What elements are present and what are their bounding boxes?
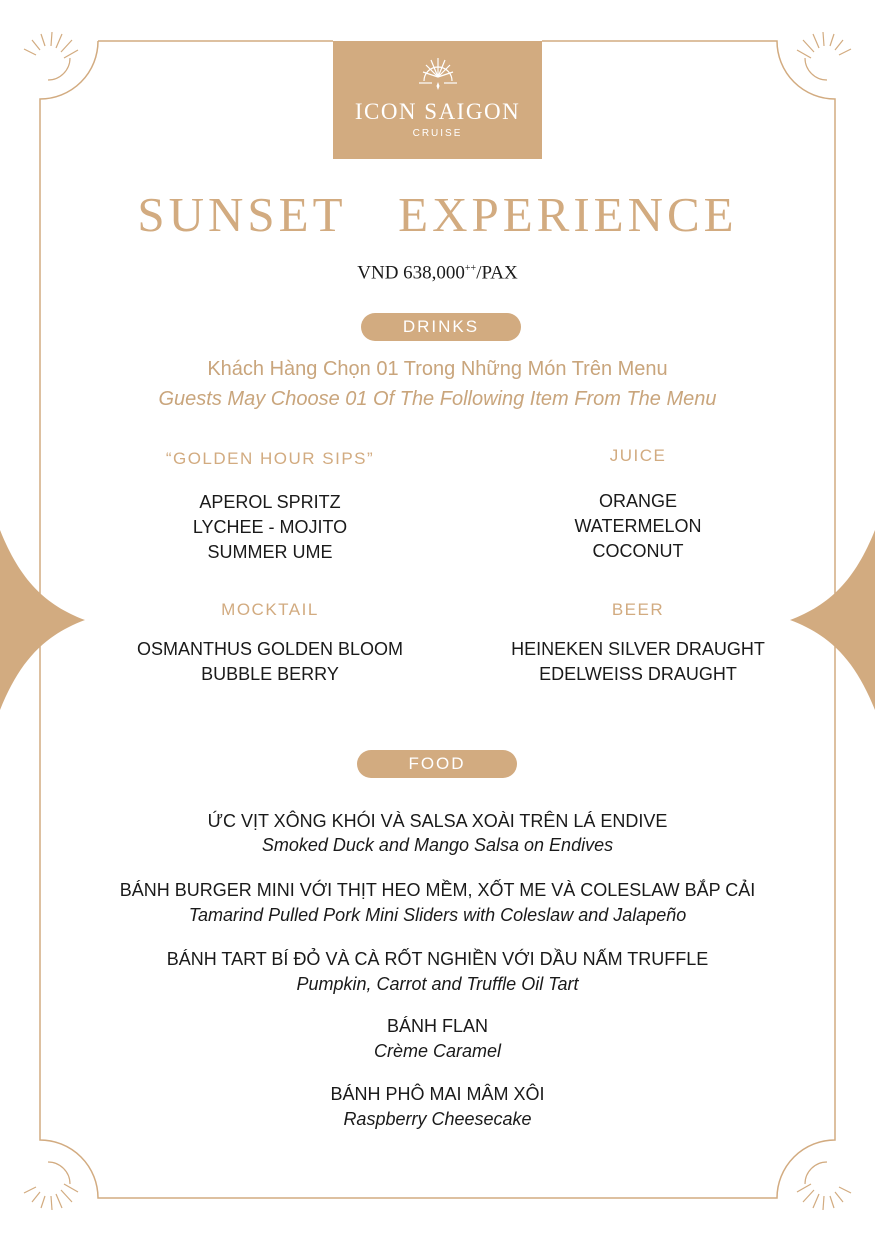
price-unit: /PAX	[476, 262, 518, 284]
category-mocktail: MOCKTAIL	[221, 600, 319, 619]
brand-logo	[333, 41, 542, 159]
food-item-en: Tamarind Pulled Pork Mini Sliders with Coleslaw and Jalapeño	[188, 905, 687, 925]
drink-item: APEROL SPRITZ	[199, 492, 341, 512]
food-item-vi: ỨC VỊT XÔNG KHÓI VÀ SALSA XOÀI TRÊN LÁ ENDIVE	[207, 811, 668, 831]
left-side-ornament	[0, 530, 85, 710]
brand-name: ICON SAIGON	[354, 99, 521, 124]
drinks-note-en: Guests May Choose 01 Of The Following Item From The Menu	[158, 388, 717, 410]
drink-item: EDELWEISS DRAUGHT	[539, 664, 737, 684]
food-item-en: Pumpkin, Carrot and Truffle Oil Tart	[296, 974, 579, 994]
food-item-en: Raspberry Cheesecake	[343, 1109, 532, 1129]
food-item-vi: BÁNH FLAN	[386, 1016, 489, 1036]
price-amount: VND 638,000	[357, 262, 465, 284]
drink-item: ORANGE	[598, 491, 677, 511]
drink-item: OSMANTHUS GOLDEN BLOOM	[136, 639, 404, 659]
food-item-vi: BÁNH BURGER MINI VỚI THỊT HEO MỀM, XỐT ME VÀ COLESLAW BẮP CẢI	[119, 880, 756, 900]
price-superscript: ++	[464, 263, 477, 274]
drink-item: COCONUT	[592, 541, 684, 561]
sunburst-icon	[419, 55, 457, 93]
food-pill: FOOD	[357, 750, 517, 778]
brand-sub: CRUISE	[412, 128, 463, 139]
food-item-vi: BÁNH PHÔ MAI MÂM XÔI	[330, 1084, 545, 1104]
category-beer: BEER	[611, 600, 665, 619]
food-item-en: Crème Caramel	[373, 1041, 502, 1061]
food-item-en: Smoked Duck and Mango Salsa on Endives	[261, 835, 614, 855]
category-juice: JUICE	[609, 446, 667, 465]
drink-item: WATERMELON	[574, 516, 702, 536]
food-item-vi: BÁNH TART BÍ ĐỎ VÀ CÀ RỐT NGHIỀN VỚI DẦU NẤM TRUFFLE	[166, 949, 709, 969]
menu-title: SUNSET EXPERIENCE	[137, 187, 738, 242]
drink-item: SUMMER UME	[207, 542, 333, 562]
drink-item: LYCHEE - MOJITO	[192, 517, 348, 537]
price	[0, 257, 875, 285]
drinks-note-vi: Khách Hàng Chọn 01 Trong Những Món Trên Menu	[207, 358, 668, 380]
drink-item: BUBBLE BERRY	[201, 664, 339, 684]
drinks-pill: DRINKS	[361, 313, 521, 341]
category-golden-hour-sips: “GOLDEN HOUR SIPS”	[165, 449, 375, 468]
drink-item: HEINEKEN SILVER DRAUGHT	[511, 639, 765, 659]
